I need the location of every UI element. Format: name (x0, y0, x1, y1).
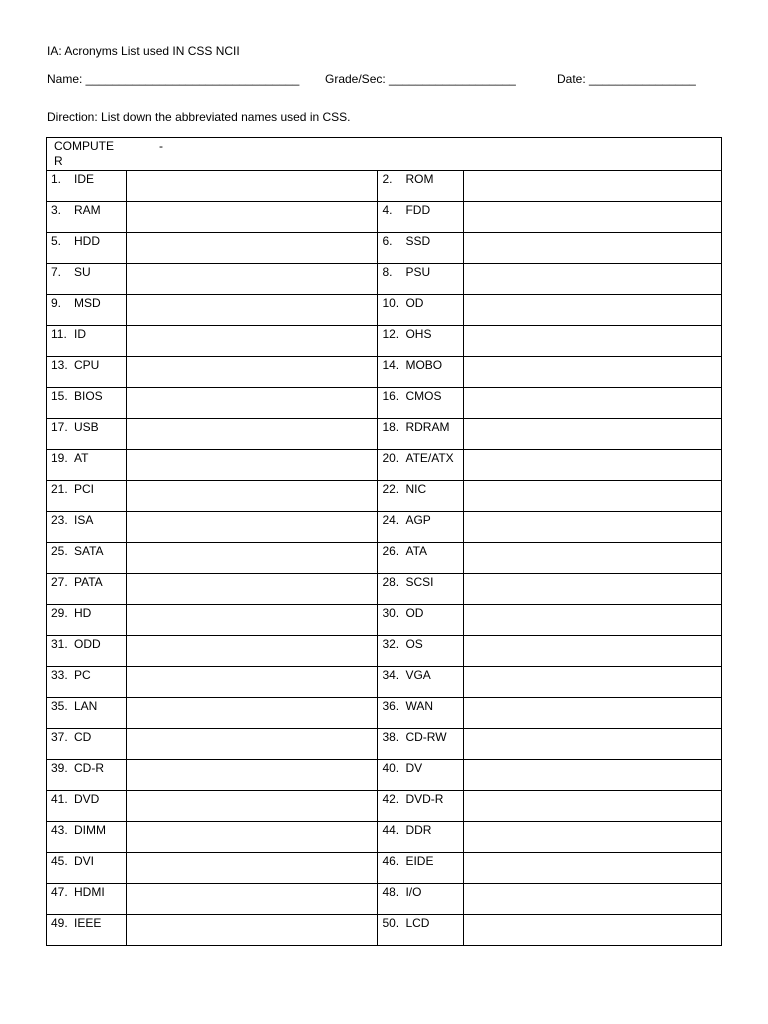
acronym-label: LAN (74, 699, 98, 713)
item-number: 32. (382, 637, 400, 651)
acronym-item (47, 233, 126, 248)
acronym-item (378, 202, 462, 217)
answer-cell[interactable] (463, 822, 721, 853)
acronym-label: DVD (74, 792, 100, 806)
worksheet-title: IA: Acronyms List used IN CSS NCII (47, 44, 240, 58)
acronym-cell (47, 636, 127, 667)
table-row (47, 388, 722, 419)
acronym-item (378, 233, 462, 248)
item-number: 46. (382, 854, 400, 868)
acronym-label: NIC (405, 482, 427, 496)
item-number: 26. (382, 544, 400, 558)
acronym-cell (378, 264, 463, 295)
item-number: 23. (51, 513, 68, 527)
acronym-cell (47, 171, 127, 202)
acronym-cell (47, 326, 127, 357)
acronym-item (378, 264, 462, 279)
acronym-cell (47, 357, 127, 388)
acronym-label: EIDE (405, 854, 434, 868)
answer-cell[interactable] (463, 450, 721, 481)
item-number: 5. (51, 234, 62, 248)
table-row (47, 822, 722, 853)
table-row (47, 202, 722, 233)
acronym-label: ISA (74, 513, 94, 527)
acronym-cell (378, 729, 463, 760)
student-info-line (47, 72, 727, 88)
acronym-cell (378, 915, 463, 946)
table-header-dash: - (159, 139, 163, 153)
acronym-item (378, 853, 462, 868)
acronym-cell (378, 481, 463, 512)
table-row (47, 760, 722, 791)
acronym-label: DV (405, 761, 423, 775)
acronym-item (378, 481, 462, 496)
acronym-label: AT (74, 451, 89, 465)
answer-cell[interactable] (127, 853, 378, 884)
answer-cell[interactable] (463, 698, 721, 729)
acronym-item (378, 915, 462, 930)
acronym-item (47, 729, 126, 744)
item-number: 2. (382, 172, 393, 186)
acronym-cell (47, 605, 127, 636)
acronym-cell (378, 202, 463, 233)
acronym-item (47, 419, 126, 434)
answer-cell[interactable] (463, 667, 721, 698)
acronym-cell (378, 543, 463, 574)
acronym-cell (378, 450, 463, 481)
acronym-item (47, 605, 126, 620)
table-row (47, 729, 722, 760)
answer-cell[interactable] (127, 419, 378, 450)
acronym-item (378, 295, 462, 310)
answer-cell[interactable] (463, 636, 721, 667)
acronym-item (47, 915, 126, 930)
acronym-item (47, 264, 126, 279)
table-row (47, 605, 722, 636)
acronym-cell (378, 605, 463, 636)
answer-cell[interactable] (127, 791, 378, 822)
acronym-cell (47, 419, 127, 450)
item-number: 39. (51, 761, 68, 775)
answer-cell[interactable] (127, 543, 378, 574)
answer-cell[interactable] (463, 357, 721, 388)
item-number: 33. (51, 668, 68, 682)
acronym-item (47, 884, 126, 899)
item-number: 18. (382, 420, 400, 434)
item-number: 3. (51, 203, 62, 217)
table-header-cell (47, 138, 722, 171)
answer-cell[interactable] (463, 419, 721, 450)
item-number: 9. (51, 296, 62, 310)
answer-cell[interactable] (127, 264, 378, 295)
acronym-item (378, 357, 462, 372)
table-row (47, 264, 722, 295)
item-number: 27. (51, 575, 68, 589)
acronym-cell (378, 512, 463, 543)
acronym-label: ID (74, 327, 86, 341)
acronym-item (378, 729, 462, 744)
acronym-cell (47, 822, 127, 853)
acronym-label: OD (405, 296, 424, 310)
acronym-label: CD (74, 730, 92, 744)
answer-cell[interactable] (463, 605, 721, 636)
table-row (47, 543, 722, 574)
item-number: 6. (382, 234, 393, 248)
acronym-item (378, 636, 462, 651)
acronym-label: I/O (405, 885, 422, 899)
item-number: 38. (382, 730, 400, 744)
acronym-cell (47, 574, 127, 605)
acronym-item (47, 760, 126, 775)
item-number: 16. (382, 389, 400, 403)
acronym-cell (378, 295, 463, 326)
acronym-label: ROM (405, 172, 434, 186)
acronym-cell (47, 450, 127, 481)
item-number: 10. (382, 296, 400, 310)
answer-cell[interactable] (127, 512, 378, 543)
answer-cell[interactable] (127, 574, 378, 605)
acronym-item (47, 853, 126, 868)
acronym-cell (378, 760, 463, 791)
acronym-item (378, 543, 462, 558)
acronym-cell (47, 791, 127, 822)
item-number: 28. (382, 575, 400, 589)
item-number: 14. (382, 358, 400, 372)
acronym-cell (47, 543, 127, 574)
answer-cell[interactable] (127, 388, 378, 419)
answer-cell[interactable] (127, 636, 378, 667)
table-row (47, 853, 722, 884)
acronym-item (47, 171, 126, 186)
acronym-label: PATA (74, 575, 103, 589)
acronym-cell (47, 698, 127, 729)
acronym-cell (378, 853, 463, 884)
table-row (47, 698, 722, 729)
acronym-cell (47, 760, 127, 791)
acronym-label: DVD-R (405, 792, 444, 806)
acronym-cell (47, 915, 127, 946)
acronym-cell (47, 233, 127, 264)
acronym-item (378, 667, 462, 682)
acronym-item (378, 171, 462, 186)
acronym-cell (47, 884, 127, 915)
table-row (47, 233, 722, 264)
acronym-item (378, 419, 462, 434)
answer-cell[interactable] (463, 481, 721, 512)
item-number: 48. (382, 885, 400, 899)
acronym-cell (47, 667, 127, 698)
answer-cell[interactable] (127, 357, 378, 388)
acronym-item (47, 667, 126, 682)
item-number: 1. (51, 172, 62, 186)
acronym-item (378, 760, 462, 775)
acronym-cell (47, 388, 127, 419)
acronym-item (378, 884, 462, 899)
acronym-item (47, 481, 126, 496)
table-row (47, 481, 722, 512)
acronym-label: IEEE (74, 916, 102, 930)
table-row (47, 512, 722, 543)
answer-cell[interactable] (463, 543, 721, 574)
table-row (47, 791, 722, 822)
grade-section-field[interactable]: Grade/Sec: ___________________ (325, 72, 516, 86)
item-number: 50. (382, 916, 400, 930)
item-number: 29. (51, 606, 68, 620)
answer-cell[interactable] (463, 791, 721, 822)
answer-cell[interactable] (127, 822, 378, 853)
item-number: 42. (382, 792, 400, 806)
item-number: 15. (51, 389, 68, 403)
acronym-label: PSU (405, 265, 431, 279)
acronym-label: ATA (405, 544, 428, 558)
answer-cell[interactable] (463, 388, 721, 419)
acronym-label: IDE (74, 172, 95, 186)
answer-cell[interactable] (463, 853, 721, 884)
answer-cell[interactable] (463, 264, 721, 295)
acronym-cell (378, 419, 463, 450)
acronym-label: BIOS (74, 389, 103, 403)
acronym-label: PC (74, 668, 91, 682)
answer-cell[interactable] (127, 326, 378, 357)
item-number: 45. (51, 854, 68, 868)
answer-cell[interactable] (127, 729, 378, 760)
answer-cell[interactable] (463, 202, 721, 233)
acronym-item (378, 512, 462, 527)
item-number: 43. (51, 823, 68, 837)
item-number: 24. (382, 513, 400, 527)
answer-cell[interactable] (127, 667, 378, 698)
acronym-label: WAN (405, 699, 434, 713)
acronym-cell (378, 791, 463, 822)
acronym-label: FDD (405, 203, 431, 217)
answer-cell[interactable] (463, 295, 721, 326)
acronyms-table (46, 137, 722, 946)
answer-cell[interactable] (127, 171, 378, 202)
item-number: 13. (51, 358, 68, 372)
acronym-label: OD (405, 606, 424, 620)
acronym-cell (47, 729, 127, 760)
item-number: 7. (51, 265, 62, 279)
item-number: 44. (382, 823, 400, 837)
item-number: 19. (51, 451, 68, 465)
item-number: 12. (382, 327, 400, 341)
acronym-label: USB (74, 420, 99, 434)
acronym-cell (378, 822, 463, 853)
acronym-label: ODD (74, 637, 101, 651)
item-number: 22. (382, 482, 400, 496)
acronym-label: SSD (405, 234, 431, 248)
acronym-label: MSD (74, 296, 101, 310)
table-row (47, 450, 722, 481)
item-number: 37. (51, 730, 68, 744)
acronym-cell (47, 481, 127, 512)
table-row (47, 171, 722, 202)
acronym-item (47, 698, 126, 713)
answer-cell[interactable] (463, 512, 721, 543)
answer-cell[interactable] (127, 915, 378, 946)
answer-cell[interactable] (127, 760, 378, 791)
item-number: 20. (382, 451, 400, 465)
date-field[interactable]: Date: ________________ (557, 72, 696, 86)
acronym-item (378, 822, 462, 837)
acronym-item (47, 202, 126, 217)
acronym-label: MOBO (405, 358, 443, 372)
acronym-item (378, 388, 462, 403)
acronym-label: HDMI (74, 885, 105, 899)
acronym-item (47, 295, 126, 310)
acronym-item (47, 543, 126, 558)
acronym-cell (378, 357, 463, 388)
answer-cell[interactable] (127, 295, 378, 326)
acronym-label: SATA (74, 544, 104, 558)
acronym-cell (378, 574, 463, 605)
acronym-cell (378, 636, 463, 667)
acronym-cell (47, 853, 127, 884)
acronym-item (47, 357, 126, 372)
item-number: 11. (51, 327, 67, 341)
acronym-cell (47, 295, 127, 326)
acronym-cell (47, 512, 127, 543)
table-header-row (47, 138, 722, 171)
answer-cell[interactable] (127, 233, 378, 264)
acronym-label: DVI (74, 854, 95, 868)
acronym-item (47, 512, 126, 527)
table-row (47, 884, 722, 915)
acronym-label: CMOS (405, 389, 442, 403)
item-number: 36. (382, 699, 400, 713)
acronym-cell (378, 884, 463, 915)
acronym-item (47, 326, 126, 341)
table-row (47, 326, 722, 357)
item-number: 17. (51, 420, 68, 434)
acronym-label: OS (405, 637, 423, 651)
acronym-item (378, 791, 462, 806)
item-number: 25. (51, 544, 68, 558)
answer-cell[interactable] (127, 481, 378, 512)
acronym-cell (378, 388, 463, 419)
item-number: 34. (382, 668, 400, 682)
acronym-cell (378, 233, 463, 264)
acronym-label: SCSI (405, 575, 434, 589)
answer-cell[interactable] (463, 760, 721, 791)
acronym-item (47, 636, 126, 651)
item-number: 21. (51, 482, 68, 496)
acronym-cell (378, 667, 463, 698)
acronym-label: RDRAM (405, 420, 450, 434)
acronym-label: CPU (74, 358, 100, 372)
acronym-label: HD (74, 606, 92, 620)
item-number: 8. (382, 265, 393, 279)
item-number: 35. (51, 699, 68, 713)
answer-cell[interactable] (127, 698, 378, 729)
name-field[interactable]: Name: ________________________________ (47, 72, 300, 86)
acronym-item (378, 574, 462, 589)
acronym-item (378, 698, 462, 713)
answer-cell[interactable] (463, 729, 721, 760)
table-header-label: COMPUTER (54, 139, 114, 168)
acronym-item (378, 450, 462, 465)
acronym-item (47, 450, 126, 465)
item-number: 30. (382, 606, 400, 620)
acronym-label: DDR (405, 823, 432, 837)
table-row (47, 295, 722, 326)
answer-cell[interactable] (127, 884, 378, 915)
acronym-item (47, 574, 126, 589)
item-number: 4. (382, 203, 393, 217)
answer-cell[interactable] (127, 450, 378, 481)
acronym-label: CD-R (74, 761, 104, 775)
acronym-cell (378, 326, 463, 357)
acronym-item (378, 326, 462, 341)
acronym-label: VGA (405, 668, 431, 682)
acronym-label: CD-RW (405, 730, 447, 744)
table-row (47, 574, 722, 605)
acronym-label: ATE/ATX (405, 451, 454, 465)
direction-text: Direction: List down the abbreviated names used in CSS. (47, 110, 351, 124)
acronym-item (47, 791, 126, 806)
acronym-label: PCI (74, 482, 95, 496)
acronym-item (47, 822, 126, 837)
acronym-label: RAM (74, 203, 101, 217)
acronym-label: AGP (405, 513, 431, 527)
table-row (47, 357, 722, 388)
acronym-item (378, 605, 462, 620)
acronym-cell (378, 698, 463, 729)
item-number: 40. (382, 761, 400, 775)
acronym-label: OHS (405, 327, 432, 341)
acronym-cell (47, 264, 127, 295)
item-number: 47. (51, 885, 68, 899)
table-row (47, 419, 722, 450)
acronym-label: SU (74, 265, 91, 279)
item-number: 31. (51, 637, 68, 651)
acronym-item (47, 388, 126, 403)
answer-cell[interactable] (127, 605, 378, 636)
table-row (47, 915, 722, 946)
answer-cell[interactable] (463, 326, 721, 357)
acronym-label: LCD (405, 916, 430, 930)
item-number: 49. (51, 916, 68, 930)
answer-cell[interactable] (463, 915, 721, 946)
answer-cell[interactable] (463, 574, 721, 605)
table-row (47, 636, 722, 667)
answer-cell[interactable] (463, 171, 721, 202)
table-row (47, 667, 722, 698)
acronym-cell (378, 171, 463, 202)
acronym-label: DIMM (74, 823, 106, 837)
acronym-label: HDD (74, 234, 100, 248)
item-number: 41. (51, 792, 68, 806)
answer-cell[interactable] (463, 233, 721, 264)
answer-cell[interactable] (127, 202, 378, 233)
acronym-cell (47, 202, 127, 233)
answer-cell[interactable] (463, 884, 721, 915)
